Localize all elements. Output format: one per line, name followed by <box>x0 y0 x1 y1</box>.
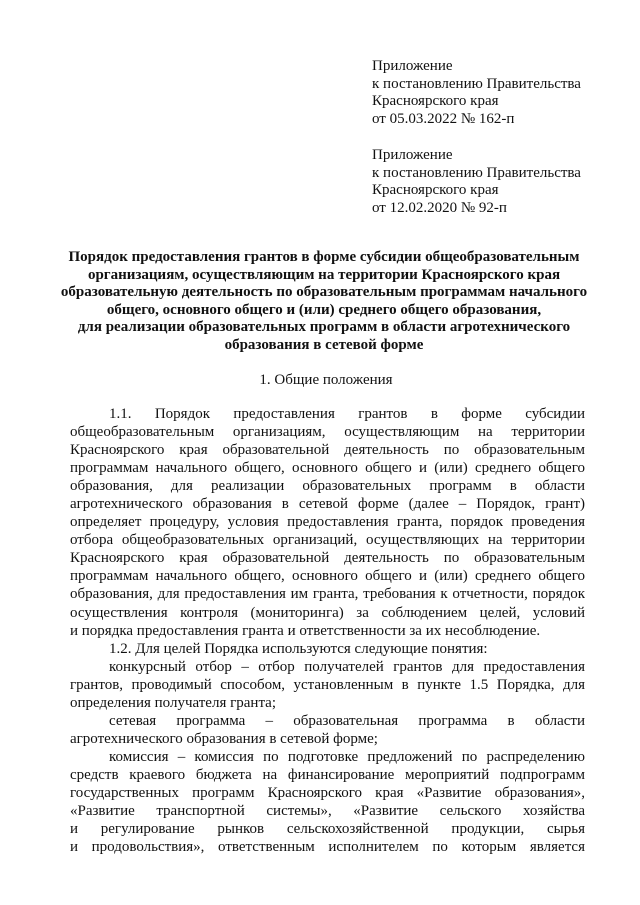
body-line: агротехнического образования в сетевой форме; <box>70 730 378 747</box>
body-line: грантов, проводимый способом, установленным в пункте 1.5 Порядка, для <box>70 676 585 693</box>
appendix-line: Красноярского края <box>372 93 499 109</box>
body-line: программам начального общего, основного общего и (или) среднего общего <box>70 460 585 477</box>
body-line: и регулирование рынков сельскохозяйственной продукции, сырья <box>70 821 585 838</box>
body-line: программам начального общего, основного общего и (или) среднего общего <box>70 568 585 585</box>
section-heading: 1. Общие положения <box>259 372 393 388</box>
document-title <box>60 249 588 355</box>
body-line: «Развитие транспортной системы», «Развитие сельского хозяйства <box>70 803 585 820</box>
body-line: средств краевого бюджета на финансирование мероприятий подпрограмм <box>70 766 585 783</box>
appendix-line: от 12.02.2020 № 92-п <box>372 199 507 216</box>
appendix-original <box>372 147 581 217</box>
body-line: образования, для реализации образовательных программ в области <box>70 478 585 495</box>
appendix-line: от 05.03.2022 № 162-п <box>372 110 515 127</box>
body-line: агротехнического образования в сетевой форме (далее – Порядок, грант) <box>70 496 585 513</box>
body-line: осуществления контроля (мониторинга) за соблюдением целей, условий <box>70 604 585 621</box>
body-line: сетевая программа – образовательная программа в области <box>109 712 585 729</box>
body-line: Красноярского края образовательной деятельность по образовательным <box>70 550 585 567</box>
appendix-line: к постановлению Правительства <box>372 164 581 181</box>
appendix-line: Красноярского края <box>372 182 499 198</box>
body-line: определения получателя гранта; <box>70 694 277 711</box>
appendix-line: к постановлению Правительства <box>372 75 581 92</box>
body-line: комиссия – комиссия по подготовке предложений по распределению <box>109 748 585 765</box>
body-line: конкурсный отбор – отбор получателей грантов для предоставления <box>109 658 585 675</box>
appendix-current <box>372 58 581 128</box>
body-line: общеобразовательным организациям, осуществляющим на территории <box>70 424 585 441</box>
body-line: 1.1. Порядок предоставления грантов в форме субсидии <box>109 406 585 422</box>
document-body <box>70 405 585 856</box>
title-line: для реализации образовательных программ в области агротехнического <box>77 319 571 336</box>
title-line: Порядок предоставления грантов в форме субсидии общеобразовательным <box>68 249 580 265</box>
body-line: и продовольствия», ответственным исполнителем по которым является <box>70 839 585 856</box>
body-line: Красноярского края образовательной деятельность по образовательным <box>70 442 585 459</box>
title-line: организациям, осуществляющим на территории Красноярского края <box>87 266 561 283</box>
title-line: образования в сетевой форме <box>224 336 424 353</box>
body-line: определяет процедуру, условия предоставления гранта, порядок проведения <box>70 514 585 531</box>
body-line: образования, для предоставления им гранта, требования к отчетности, порядок <box>70 586 585 603</box>
body-line: отбора общеобразовательных организаций, осуществляющих на территории <box>70 532 585 549</box>
appendix-line: Приложение <box>372 147 453 163</box>
title-line: образовательную деятельность по образовательным программам начального <box>60 284 588 301</box>
title-line: общего, основного общего и (или) среднего общего образования, <box>106 301 542 318</box>
body-line: государственных программ Красноярского края «Развитие образования», <box>70 784 585 801</box>
body-line: 1.2. Для целей Порядка используются следующие понятия: <box>109 640 488 657</box>
body-line: и порядка предоставления гранта и ответственности за их несоблюдение. <box>70 622 541 639</box>
appendix-line: Приложение <box>372 58 453 74</box>
